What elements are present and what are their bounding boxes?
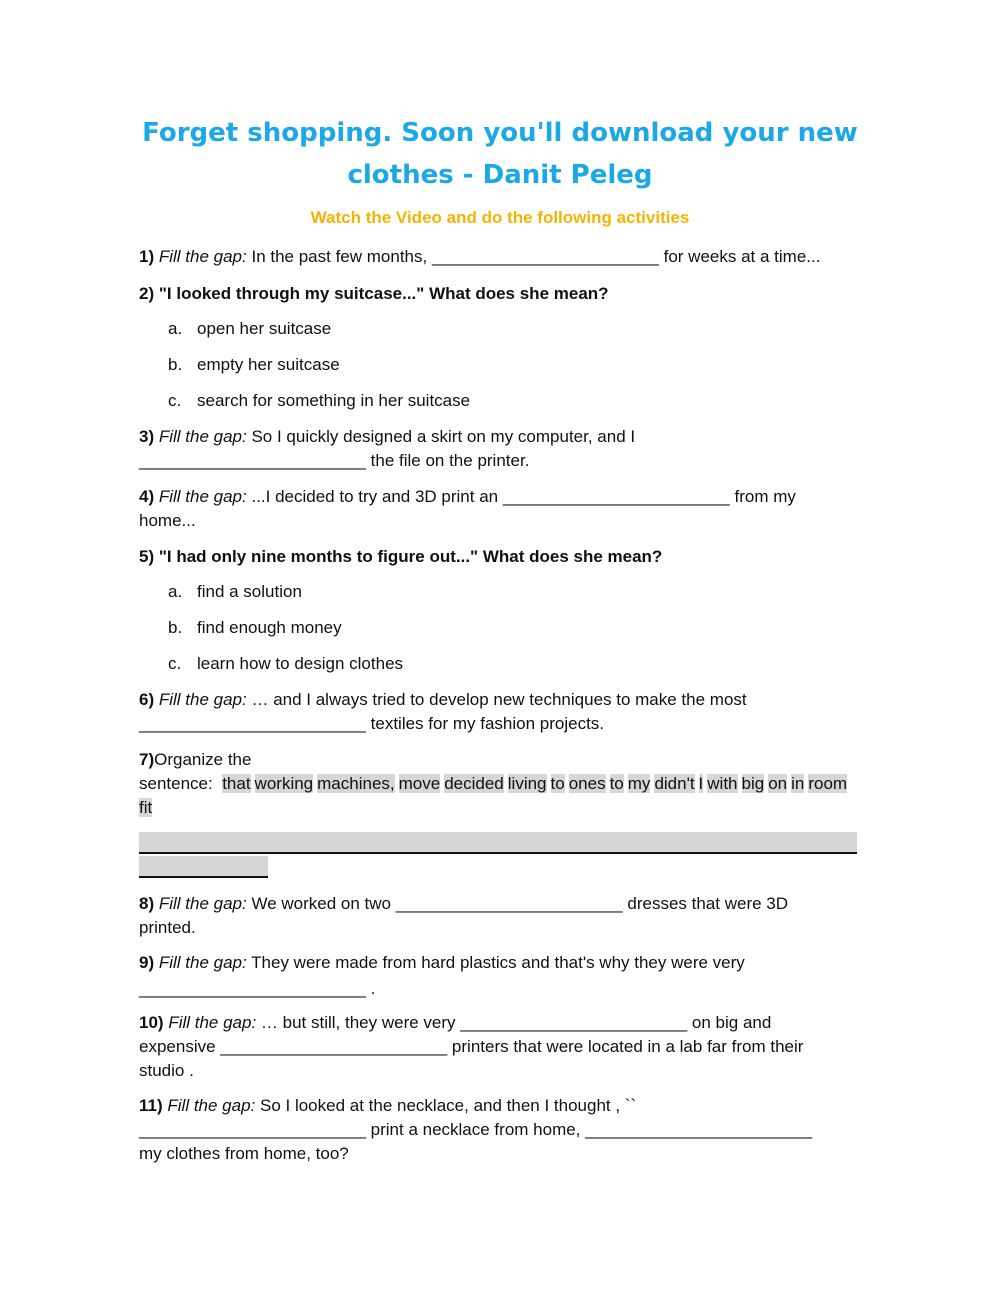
- answer-blank[interactable]: ________________________: [139, 979, 366, 998]
- answer-blank[interactable]: ________________________: [395, 894, 623, 913]
- sentence-answer-field-continued[interactable]: [139, 856, 268, 878]
- word-chip[interactable]: fit: [139, 798, 153, 817]
- worksheet-subtitle: Watch the Video and do the following activities: [310, 208, 690, 227]
- answer-blank[interactable]: ________________________: [585, 1120, 813, 1139]
- question-6: 6) Fill the gap: … and I always tried to develop new techniques to make the most ________________________ textiles for my fashion projects.: [139, 690, 747, 733]
- answer-blank[interactable]: ________________________: [220, 1037, 448, 1056]
- word-chip[interactable]: to: [609, 774, 624, 793]
- word-chip[interactable]: machines,: [317, 774, 395, 793]
- word-chip[interactable]: didn't: [654, 774, 695, 793]
- option-5b[interactable]: b. find enough money: [168, 618, 342, 637]
- question-8: 8) Fill the gap: We worked on two ________________________ dresses that were 3D printed.: [139, 894, 789, 937]
- word-chip[interactable]: ones: [568, 774, 606, 793]
- word-chip[interactable]: working: [254, 774, 314, 793]
- word-chip[interactable]: in: [791, 774, 805, 793]
- worksheet-title: Forget shopping. Soon you'll download your new clothes - Danit Peleg: [142, 118, 858, 190]
- answer-blank[interactable]: ________________________: [431, 247, 659, 266]
- word-bank: [139, 774, 851, 817]
- word-chip[interactable]: to: [550, 774, 565, 793]
- word-chip[interactable]: big: [741, 774, 765, 793]
- word-chip[interactable]: that: [222, 774, 251, 793]
- question-2: 2) "I looked through my suitcase..." What does she mean?: [139, 284, 609, 303]
- word-chip[interactable]: move: [398, 774, 441, 793]
- word-chip[interactable]: room: [808, 774, 848, 793]
- answer-blank[interactable]: ________________________: [502, 487, 730, 506]
- option-5c[interactable]: c. learn how to design clothes: [168, 654, 404, 673]
- word-chip[interactable]: on: [768, 774, 788, 793]
- question-5: 5) "I had only nine months to figure out..." What does she mean?: [139, 547, 663, 566]
- word-chip[interactable]: decided: [444, 774, 504, 793]
- word-chip[interactable]: I: [698, 774, 704, 793]
- answer-blank[interactable]: ________________________: [139, 451, 366, 470]
- option-2c[interactable]: c. search for something in her suitcase: [168, 391, 471, 410]
- question-3: 3) Fill the gap: So I quickly designed a skirt on my computer, and I ________________________ the file on the printer.: [139, 427, 636, 470]
- question-4: 4) Fill the gap: ...I decided to try and 3D print an ________________________ from my home...: [139, 487, 796, 530]
- option-2a[interactable]: a. open her suitcase: [168, 319, 332, 338]
- word-chip[interactable]: my: [627, 774, 651, 793]
- word-chip[interactable]: with: [707, 774, 738, 793]
- option-2b[interactable]: b. empty her suitcase: [168, 355, 340, 374]
- option-5a[interactable]: a. find a solution: [168, 582, 302, 601]
- answer-blank[interactable]: ________________________: [460, 1013, 688, 1032]
- word-chip[interactable]: living: [507, 774, 547, 793]
- question-10: 10) Fill the gap: … but still, they were very ________________________ on big and expensive ________________________ printers that were located in a lab far from their studio .: [139, 1013, 804, 1080]
- question-1: 1) Fill the gap: In the past few months, ________________________ for weeks at a time...: [139, 247, 821, 266]
- sentence-answer-field[interactable]: [139, 832, 857, 854]
- answer-blank[interactable]: ________________________: [139, 1120, 366, 1139]
- question-11: 11) Fill the gap: So I looked at the necklace, and then I thought , `` ________________________ print a necklace from home, ________________________ my clothes from home, too?: [139, 1096, 813, 1163]
- question-7: 7)Organize the sentence: that working machines, move decided living to ones to my didn't I with big on in roomfit: [139, 748, 864, 820]
- answer-blank[interactable]: ________________________: [139, 714, 366, 733]
- question-9: 9) Fill the gap: They were made from hard plastics and that's why they were very ________________________ .: [139, 953, 745, 998]
